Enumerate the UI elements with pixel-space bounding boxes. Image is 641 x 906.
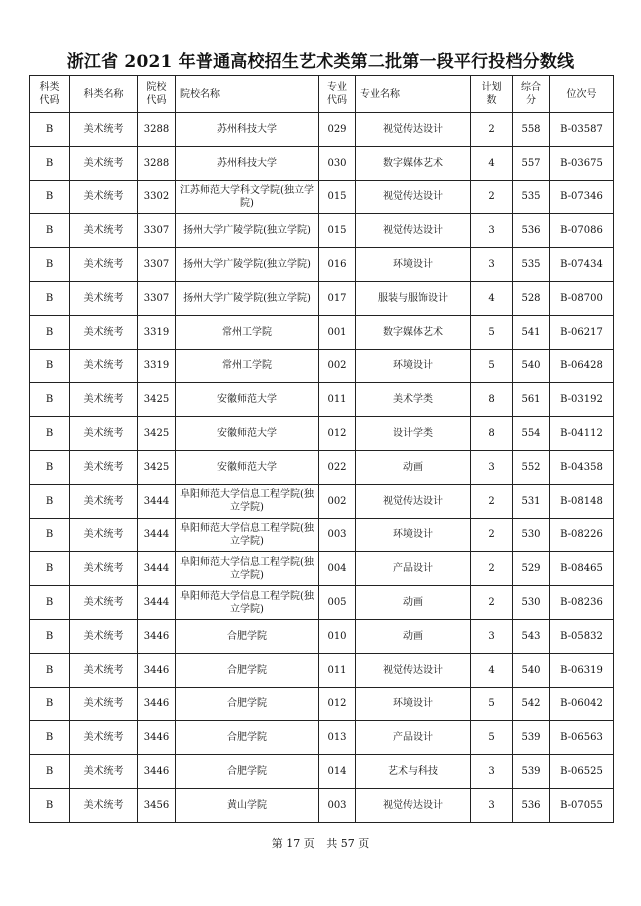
cell-score: 536 <box>513 788 550 822</box>
cell-score: 542 <box>513 687 550 721</box>
cell-rank: B-07086 <box>550 214 614 248</box>
cell-rank: B-05832 <box>550 619 614 653</box>
table-row <box>30 586 614 620</box>
cell-major-code: 012 <box>319 417 356 451</box>
cell-subject-code: B <box>30 687 70 721</box>
cell-subject-code: B <box>30 450 70 484</box>
cell-school-code: 3456 <box>138 788 176 822</box>
cell-plan: 5 <box>471 349 513 383</box>
cell-major-code: 022 <box>319 450 356 484</box>
cell-plan: 5 <box>471 687 513 721</box>
cell-rank: B-06525 <box>550 755 614 789</box>
cell-subject-name: 美术统考 <box>70 653 138 687</box>
cell-score: 530 <box>513 518 550 552</box>
cell-school-code: 3446 <box>138 653 176 687</box>
cell-school-name: 合肥学院 <box>176 721 319 755</box>
table-row <box>30 383 614 417</box>
cell-subject-code: B <box>30 281 70 315</box>
cell-subject-name: 美术统考 <box>70 788 138 822</box>
cell-school-name: 阜阳师范大学信息工程学院(独立学院) <box>176 552 319 586</box>
cell-plan: 8 <box>471 417 513 451</box>
cell-rank: B-03587 <box>550 113 614 147</box>
cell-school-code: 3425 <box>138 417 176 451</box>
table-row <box>30 788 614 822</box>
cell-school-code: 3446 <box>138 687 176 721</box>
cell-school-name: 阜阳师范大学信息工程学院(独立学院) <box>176 518 319 552</box>
cell-subject-code: B <box>30 349 70 383</box>
cell-plan: 4 <box>471 653 513 687</box>
cell-subject-name: 美术统考 <box>70 248 138 282</box>
cell-major-name: 环境设计 <box>356 518 471 552</box>
cell-subject-code: B <box>30 248 70 282</box>
cell-major-name: 视觉传达设计 <box>356 214 471 248</box>
cell-major-code: 011 <box>319 653 356 687</box>
cell-school-code: 3444 <box>138 518 176 552</box>
table-body <box>30 113 614 823</box>
header-school-code: 院校 代码 <box>138 76 176 113</box>
cell-score: 540 <box>513 653 550 687</box>
cell-plan: 3 <box>471 214 513 248</box>
cell-school-code: 3302 <box>138 180 176 214</box>
cell-plan: 2 <box>471 586 513 620</box>
page-number: 第 17 页 <box>271 837 315 850</box>
cell-rank: B-08148 <box>550 484 614 518</box>
table-row <box>30 653 614 687</box>
cell-major-code: 003 <box>319 518 356 552</box>
cell-subject-name: 美术统考 <box>70 484 138 518</box>
cell-plan: 5 <box>471 721 513 755</box>
cell-school-code: 3288 <box>138 113 176 147</box>
cell-score: 558 <box>513 113 550 147</box>
cell-plan: 4 <box>471 146 513 180</box>
cell-school-name: 扬州大学广陵学院(独立学院) <box>176 214 319 248</box>
cell-subject-code: B <box>30 214 70 248</box>
cell-school-name: 阜阳师范大学信息工程学院(独立学院) <box>176 484 319 518</box>
table-header-row <box>30 76 614 113</box>
cell-school-code: 3307 <box>138 248 176 282</box>
cell-major-code: 005 <box>319 586 356 620</box>
cell-major-code: 012 <box>319 687 356 721</box>
cell-plan: 3 <box>471 248 513 282</box>
header-subject-code: 科类 代码 <box>30 76 70 113</box>
cell-school-name: 合肥学院 <box>176 755 319 789</box>
cell-score: 535 <box>513 180 550 214</box>
cell-school-name: 扬州大学广陵学院(独立学院) <box>176 281 319 315</box>
cell-subject-name: 美术统考 <box>70 552 138 586</box>
header-subject-name: 科类名称 <box>70 76 138 113</box>
cell-major-code: 011 <box>319 383 356 417</box>
cell-major-code: 017 <box>319 281 356 315</box>
header-school-name: 院校名称 <box>176 76 319 113</box>
cell-plan: 3 <box>471 755 513 789</box>
cell-score: 552 <box>513 450 550 484</box>
cell-major-code: 001 <box>319 315 356 349</box>
cell-major-code: 002 <box>319 349 356 383</box>
cell-major-name: 数字媒体艺术 <box>356 315 471 349</box>
cell-major-name: 动画 <box>356 586 471 620</box>
table-row <box>30 180 614 214</box>
table-row <box>30 619 614 653</box>
cell-subject-name: 美术统考 <box>70 315 138 349</box>
cell-school-code: 3319 <box>138 349 176 383</box>
cell-subject-name: 美术统考 <box>70 281 138 315</box>
cell-major-name: 视觉传达设计 <box>356 113 471 147</box>
cell-school-code: 3444 <box>138 484 176 518</box>
page-title: 浙江省 2021 年普通高校招生艺术类第二批第一段平行投档分数线 <box>66 52 575 72</box>
page-total: 共 57 页 <box>326 837 370 850</box>
cell-subject-code: B <box>30 383 70 417</box>
cell-subject-code: B <box>30 721 70 755</box>
cell-subject-name: 美术统考 <box>70 586 138 620</box>
cell-score: 561 <box>513 383 550 417</box>
cell-plan: 3 <box>471 788 513 822</box>
table-row <box>30 113 614 147</box>
cell-school-code: 3444 <box>138 586 176 620</box>
cell-major-name: 环境设计 <box>356 248 471 282</box>
cell-rank: B-03192 <box>550 383 614 417</box>
cell-subject-code: B <box>30 788 70 822</box>
cell-score: 535 <box>513 248 550 282</box>
cell-subject-name: 美术统考 <box>70 349 138 383</box>
table-row <box>30 214 614 248</box>
cell-subject-code: B <box>30 586 70 620</box>
cell-major-name: 视觉传达设计 <box>356 180 471 214</box>
cell-school-code: 3425 <box>138 383 176 417</box>
cell-school-code: 3307 <box>138 281 176 315</box>
cell-major-name: 设计学类 <box>356 417 471 451</box>
cell-subject-name: 美术统考 <box>70 383 138 417</box>
cell-plan: 2 <box>471 113 513 147</box>
table-row <box>30 484 614 518</box>
cell-major-name: 视觉传达设计 <box>356 788 471 822</box>
cell-score: 528 <box>513 281 550 315</box>
cell-subject-name: 美术统考 <box>70 619 138 653</box>
cell-rank: B-04358 <box>550 450 614 484</box>
cell-major-code: 016 <box>319 248 356 282</box>
cell-major-name: 视觉传达设计 <box>356 653 471 687</box>
cell-major-name: 服装与服饰设计 <box>356 281 471 315</box>
cell-school-name: 江苏师范大学科文学院(独立学院) <box>176 180 319 214</box>
cell-plan: 5 <box>471 315 513 349</box>
cell-major-name: 视觉传达设计 <box>356 484 471 518</box>
cell-plan: 2 <box>471 484 513 518</box>
cell-subject-code: B <box>30 619 70 653</box>
table-row <box>30 687 614 721</box>
cell-subject-name: 美术统考 <box>70 417 138 451</box>
cell-major-code: 003 <box>319 788 356 822</box>
cell-school-code: 3319 <box>138 315 176 349</box>
cell-subject-code: B <box>30 484 70 518</box>
table-row <box>30 721 614 755</box>
cell-major-name: 环境设计 <box>356 349 471 383</box>
cell-score: 557 <box>513 146 550 180</box>
cell-rank: B-06042 <box>550 687 614 721</box>
cell-school-code: 3444 <box>138 552 176 586</box>
cell-score: 554 <box>513 417 550 451</box>
admission-score-table <box>29 75 614 823</box>
cell-subject-name: 美术统考 <box>70 146 138 180</box>
cell-major-code: 002 <box>319 484 356 518</box>
cell-score: 541 <box>513 315 550 349</box>
cell-subject-name: 美术统考 <box>70 214 138 248</box>
table-row <box>30 755 614 789</box>
cell-plan: 4 <box>471 281 513 315</box>
cell-school-name: 安徽师范大学 <box>176 417 319 451</box>
cell-major-code: 030 <box>319 146 356 180</box>
cell-school-name: 黄山学院 <box>176 788 319 822</box>
cell-plan: 8 <box>471 383 513 417</box>
cell-school-name: 苏州科技大学 <box>176 113 319 147</box>
page-footer <box>0 835 641 851</box>
cell-major-code: 015 <box>319 214 356 248</box>
table-row <box>30 281 614 315</box>
header-score: 综合 分 <box>513 76 550 113</box>
cell-score: 531 <box>513 484 550 518</box>
cell-score: 539 <box>513 755 550 789</box>
cell-school-name: 安徽师范大学 <box>176 450 319 484</box>
cell-subject-code: B <box>30 755 70 789</box>
cell-subject-code: B <box>30 518 70 552</box>
cell-score: 543 <box>513 619 550 653</box>
cell-major-name: 动画 <box>356 619 471 653</box>
cell-rank: B-06563 <box>550 721 614 755</box>
cell-subject-code: B <box>30 552 70 586</box>
cell-major-name: 艺术与科技 <box>356 755 471 789</box>
cell-score: 530 <box>513 586 550 620</box>
cell-school-name: 苏州科技大学 <box>176 146 319 180</box>
cell-rank: B-08465 <box>550 552 614 586</box>
cell-rank: B-03675 <box>550 146 614 180</box>
table-row <box>30 417 614 451</box>
table-row <box>30 248 614 282</box>
cell-plan: 2 <box>471 518 513 552</box>
cell-plan: 3 <box>471 450 513 484</box>
cell-school-name: 阜阳师范大学信息工程学院(独立学院) <box>176 586 319 620</box>
cell-subject-name: 美术统考 <box>70 721 138 755</box>
cell-school-code: 3446 <box>138 755 176 789</box>
cell-major-code: 015 <box>319 180 356 214</box>
cell-rank: B-08700 <box>550 281 614 315</box>
cell-school-name: 常州工学院 <box>176 315 319 349</box>
cell-subject-code: B <box>30 180 70 214</box>
cell-school-code: 3307 <box>138 214 176 248</box>
cell-rank: B-08236 <box>550 586 614 620</box>
cell-rank: B-06217 <box>550 315 614 349</box>
cell-rank: B-07434 <box>550 248 614 282</box>
cell-major-code: 004 <box>319 552 356 586</box>
cell-score: 539 <box>513 721 550 755</box>
cell-major-name: 数字媒体艺术 <box>356 146 471 180</box>
cell-subject-name: 美术统考 <box>70 450 138 484</box>
cell-subject-name: 美术统考 <box>70 755 138 789</box>
cell-rank: B-04112 <box>550 417 614 451</box>
cell-rank: B-07346 <box>550 180 614 214</box>
cell-rank: B-07055 <box>550 788 614 822</box>
table-row <box>30 315 614 349</box>
header-major-name: 专业名称 <box>356 76 471 113</box>
cell-major-name: 动画 <box>356 450 471 484</box>
header-plan: 计划 数 <box>471 76 513 113</box>
cell-school-name: 扬州大学广陵学院(独立学院) <box>176 248 319 282</box>
header-rank: 位次号 <box>550 76 614 113</box>
cell-major-code: 029 <box>319 113 356 147</box>
cell-major-code: 010 <box>319 619 356 653</box>
table-row <box>30 518 614 552</box>
cell-school-code: 3446 <box>138 721 176 755</box>
cell-major-name: 美术学类 <box>356 383 471 417</box>
cell-major-name: 产品设计 <box>356 552 471 586</box>
cell-rank: B-06319 <box>550 653 614 687</box>
table-row <box>30 349 614 383</box>
cell-subject-name: 美术统考 <box>70 113 138 147</box>
cell-score: 540 <box>513 349 550 383</box>
cell-major-code: 013 <box>319 721 356 755</box>
cell-plan: 2 <box>471 180 513 214</box>
cell-school-code: 3446 <box>138 619 176 653</box>
cell-score: 529 <box>513 552 550 586</box>
cell-school-name: 合肥学院 <box>176 619 319 653</box>
cell-major-name: 产品设计 <box>356 721 471 755</box>
cell-plan: 2 <box>471 552 513 586</box>
cell-major-name: 环境设计 <box>356 687 471 721</box>
cell-subject-code: B <box>30 113 70 147</box>
cell-plan: 3 <box>471 619 513 653</box>
cell-subject-code: B <box>30 417 70 451</box>
cell-school-name: 常州工学院 <box>176 349 319 383</box>
cell-major-code: 014 <box>319 755 356 789</box>
cell-rank: B-06428 <box>550 349 614 383</box>
cell-school-code: 3425 <box>138 450 176 484</box>
table-row <box>30 450 614 484</box>
cell-school-name: 合肥学院 <box>176 653 319 687</box>
table-row <box>30 552 614 586</box>
cell-school-name: 合肥学院 <box>176 687 319 721</box>
cell-subject-name: 美术统考 <box>70 518 138 552</box>
table-row <box>30 146 614 180</box>
cell-school-name: 安徽师范大学 <box>176 383 319 417</box>
cell-subject-name: 美术统考 <box>70 687 138 721</box>
cell-score: 536 <box>513 214 550 248</box>
cell-subject-code: B <box>30 653 70 687</box>
cell-subject-code: B <box>30 146 70 180</box>
cell-subject-code: B <box>30 315 70 349</box>
cell-rank: B-08226 <box>550 518 614 552</box>
header-major-code: 专业 代码 <box>319 76 356 113</box>
cell-school-code: 3288 <box>138 146 176 180</box>
cell-subject-name: 美术统考 <box>70 180 138 214</box>
